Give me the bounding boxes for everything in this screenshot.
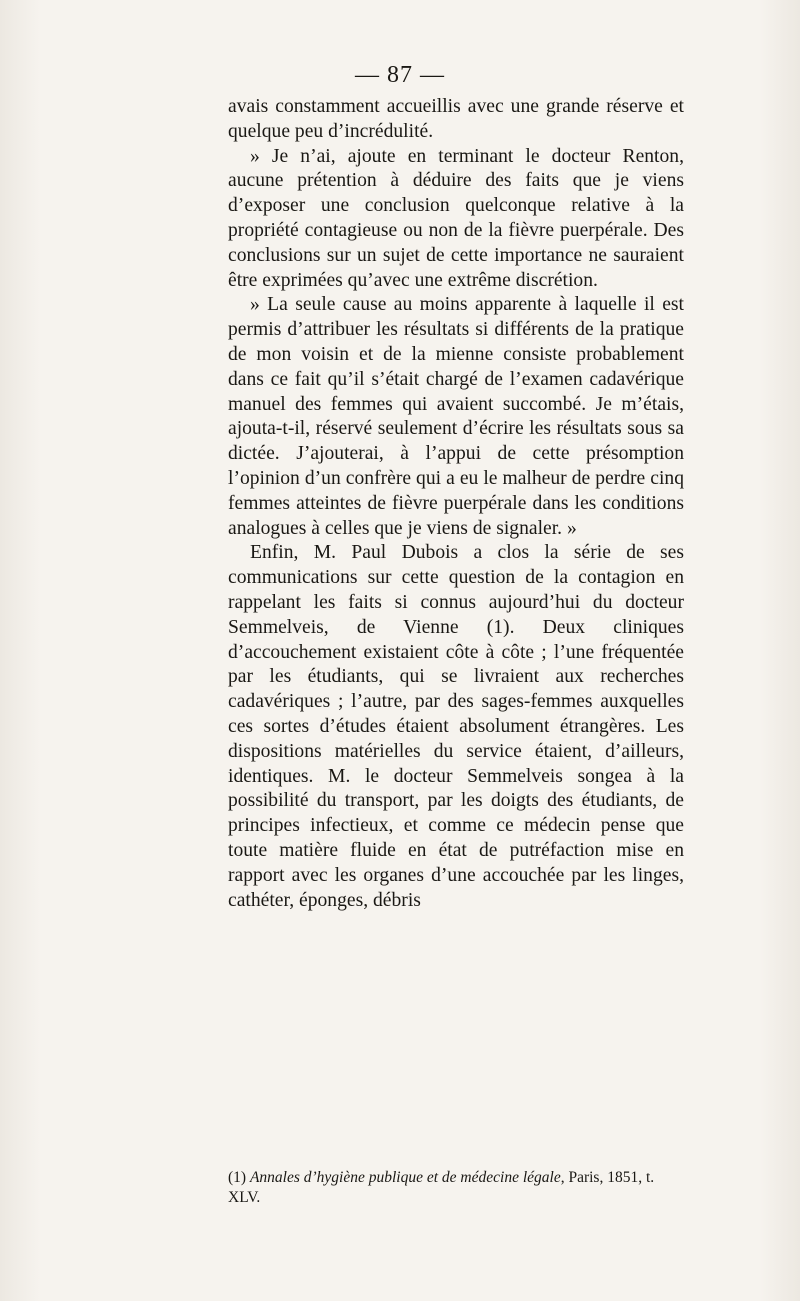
footnote-marker: (1) bbox=[228, 1169, 247, 1186]
footnote bbox=[228, 1168, 688, 1208]
body-text bbox=[228, 95, 684, 913]
page-number: — 87 — bbox=[355, 62, 445, 88]
paragraph: » La seule cause au moins apparente à laquelle il est permis d’attribuer les résultats si différents de la pratique de mon voisin et de la mienne consiste probablement dans ce fait qu’il s’était chargé de l’examen cadavérique manuel des femmes qui avaient succombé. Je m’étais, ajouta-t-il, réservé seulement d’écrire les résultats sous sa dictée. J’ajouterai, à l’appui de cette présomption l’opinion d’un confrère qui a eu le malheur de perdre cinq femmes atteintes de fièvre puerpérale dans les conditions analogues à celles que je viens de signaler. » bbox=[228, 294, 684, 539]
paragraph: avais constamment accueillis avec une grande réserve et quelque peu d’incrédulité. bbox=[228, 96, 684, 142]
paragraph: Enfin, M. Paul Dubois a clos la série de ses communications sur cette question de la contagion en rappelant les faits si connus aujourd’hui du docteur Semmelveis, de Vienne (1). Deux cliniques d’accouchement existaient côte à côte ; l’une fréquentée par les étudiants, qui se livraient aux recherches cadavériques ; l’autre, par des sages-femmes auxquelles ces sortes d’études étaient absolument étrangères. Les dispositions matérielles du service étaient, d’ailleurs, identiques. M. le docteur Semmelveis songea à la possibilité du transport, par les doigts des étudiants, de principes infectieux, et comme ce médecin pense que toute matière fluide en état de putréfaction mise en rapport avec les organes d’une accouchée par les linges, cathéter, éponges, débris bbox=[228, 542, 684, 911]
footnote-title: Annales d’hygiène publique et de médecine légale bbox=[249, 1169, 561, 1186]
footnote-citation: , Paris, 1851, t. XLV. bbox=[228, 1169, 655, 1206]
paragraph: » Je n’ai, ajoute en terminant le docteur Renton, aucune prétention à déduire des faits que je viens d’exposer une conclusion quelconque relative à la propriété contagieuse ou non de la fièvre puerpérale. Des conclusions sur un sujet de cette importance ne sauraient être exprimées qu’avec une extrême discrétion. bbox=[228, 145, 684, 291]
